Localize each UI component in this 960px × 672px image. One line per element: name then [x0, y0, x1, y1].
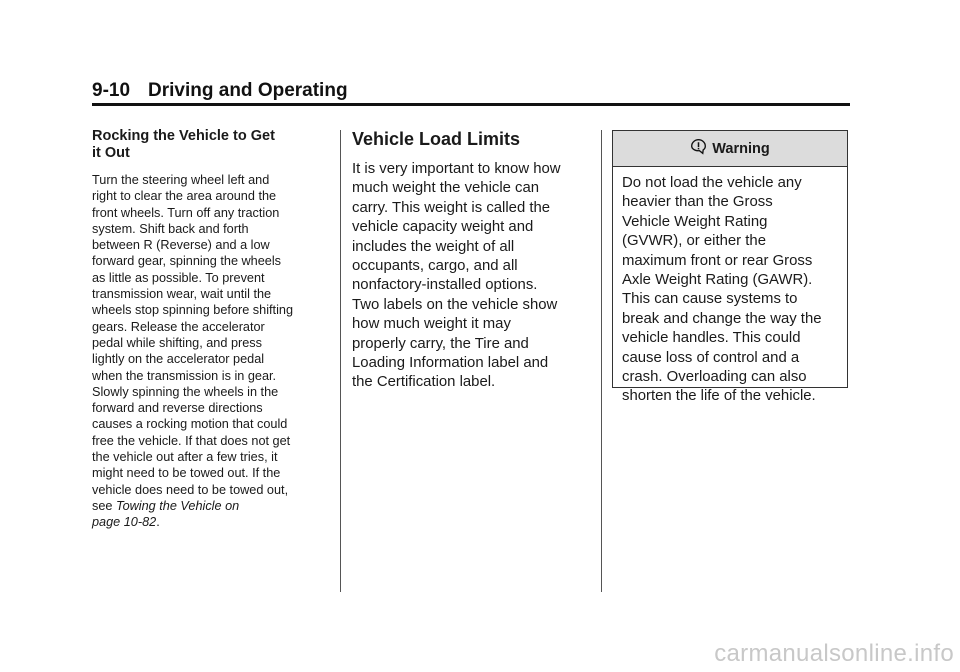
warning-line: This can cause systems to — [622, 291, 798, 308]
text-line: between R (Reverse) and a low — [92, 238, 270, 253]
warning-line: maximum front or rear Gross — [622, 252, 813, 269]
warning-line: heavier than the Gross — [622, 194, 773, 211]
text-line: pedal while shifting, and press — [92, 335, 262, 350]
watermark-text: carmanualsonline.info — [714, 640, 954, 667]
text-line: lightly on the accelerator pedal — [92, 352, 265, 367]
text-line: transmission wear, wait until the — [92, 287, 272, 302]
text-line: the vehicle out after a few tries, it — [92, 450, 278, 465]
towing-reference-link[interactable]: Towing the Vehicle on — [115, 498, 240, 513]
warning-line: cause loss of control and a — [622, 349, 800, 366]
towing-page-link[interactable]: page 10-82 — [92, 515, 157, 530]
text-line: right to clear the area around the — [92, 189, 277, 204]
text-line: gears. Release the accelerator — [92, 319, 265, 334]
text-line: nonfactory-installed options. — [352, 277, 538, 294]
rocking-paragraph — [92, 172, 328, 531]
text-line: properly carry, the Tire and — [352, 335, 529, 352]
warning-line: (GVWR), or either the — [622, 233, 766, 250]
warning-line: Vehicle Weight Rating — [622, 213, 768, 230]
text-line: much weight the vehicle can — [352, 180, 540, 197]
reference-suffix: . — [156, 515, 160, 530]
rocking-heading-line: Rocking the Vehicle to Get — [92, 128, 275, 144]
text-line: might need to be towed out. If the — [92, 466, 281, 481]
text-line: vehicle capacity weight and — [352, 219, 534, 236]
warning-line: vehicle handles. This could — [622, 330, 801, 347]
reference-line — [92, 498, 328, 514]
text-line: vehicle does need to be towed out, — [92, 482, 289, 497]
text-line: occupants, cargo, and all — [352, 258, 518, 275]
warning-line: break and change the way the — [622, 310, 822, 327]
rocking-heading-line: it Out — [92, 145, 130, 161]
text-line: the Certification label. — [352, 374, 496, 391]
rocking-heading — [92, 128, 328, 162]
column-load-limits — [352, 128, 588, 393]
warning-title: Warning — [712, 140, 770, 157]
column-divider-2 — [601, 130, 602, 592]
text-line: includes the weight of all — [352, 238, 515, 255]
text-line: It is very important to know how — [352, 161, 561, 177]
warning-symbol-icon — [690, 138, 707, 159]
text-line: system. Shift back and forth — [92, 221, 249, 236]
column-divider-1 — [340, 130, 341, 592]
text-line: Slowly spinning the wheels in the — [92, 384, 279, 399]
reference-line — [92, 514, 328, 530]
warning-header — [613, 131, 847, 167]
text-line: causes a rocking motion that could — [92, 417, 288, 432]
page-header — [92, 80, 348, 102]
header-rule — [92, 103, 850, 106]
text-line: carry. This weight is called the — [352, 199, 551, 216]
text-line: forward and reverse directions — [92, 401, 263, 416]
column-rocking-vehicle — [92, 128, 328, 531]
warning-text — [613, 167, 847, 407]
load-limits-heading: Vehicle Load Limits — [352, 129, 521, 149]
text-line: Turn the steering wheel left and — [92, 173, 270, 187]
warning-box — [612, 130, 848, 405]
warning-line: Axle Weight Rating (GAWR). — [622, 272, 813, 289]
warning-line: shorten the life of the vehicle. — [622, 388, 816, 405]
warning-line: Do not load the vehicle any — [622, 175, 802, 191]
load-limits-paragraph — [352, 160, 588, 393]
section-title: Driving and Operating — [148, 80, 348, 101]
text-line: Two labels on the vehicle show — [352, 296, 558, 313]
text-line: how much weight it may — [352, 316, 511, 333]
text-line: wheels stop spinning before shifting — [92, 303, 294, 318]
text-line: front wheels. Turn off any traction — [92, 205, 280, 220]
text-line: forward gear, spinning the wheels — [92, 254, 282, 269]
page-number: 9-10 — [92, 80, 131, 101]
text-line: when the transmission is in gear. — [92, 368, 277, 383]
warning-line: crash. Overloading can also — [622, 369, 807, 386]
reference-prefix: see — [92, 498, 116, 513]
text-line: as little as possible. To prevent — [92, 270, 265, 285]
text-line: Loading Information label and — [352, 355, 549, 372]
text-line: free the vehicle. If that does not get — [92, 433, 291, 448]
